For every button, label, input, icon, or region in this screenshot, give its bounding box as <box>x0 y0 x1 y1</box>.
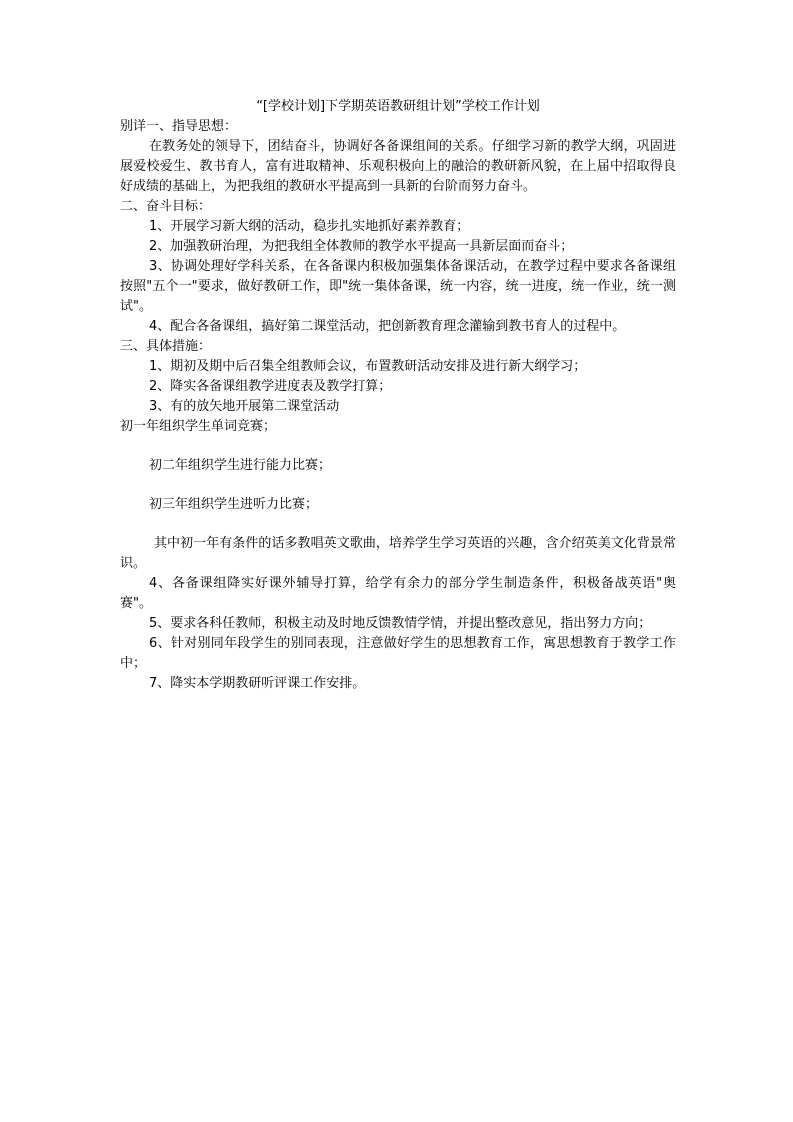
section-heading-goals: 二、奋斗目标： <box>120 199 212 214</box>
section-heading-measures: 三、具体措施： <box>120 339 212 354</box>
grade-one-extra-note: 其中初一年有条件的话多教唱英文歌曲，培养学生学习英语的兴趣，含介绍英美文化背景常识。 <box>120 536 676 571</box>
measure-item-7: 7、降实本学期教研听评课工作安排。 <box>149 676 366 691</box>
goal-item-1: 1、开展学习新大纲的活动，稳步扎实地抓好素养教育； <box>149 219 470 234</box>
goal-item-4: 4、配合各备课组，搞好第二课堂活动，把创新教育理念灌输到教书育人的过程中。 <box>149 319 626 334</box>
goal-item-2: 2、加强教研治理，为把我组全体教师的教学水平提高一具新层面而奋斗； <box>149 239 574 254</box>
measure-item-4: 4、各备课组降实好课外辅导打算，给学有余力的部分学生制造条件，积极备战英语"奥赛"。 <box>120 576 676 611</box>
grade-two-activity: 初二年组织学生进行能力比赛； <box>149 458 332 473</box>
document-title: “[学校计划]下学期英语教研组计划”学校工作计划 <box>256 99 540 114</box>
goal-item-3: 3、协调处理好学科关系，在各备课内积极加强集体备课活动，在教学过程中要求各备课组按照"五个一"要求，做好教研工作，即"统一集体备课，统一内容，统一进度，统一作业，统一测试"。 <box>120 259 676 314</box>
section-heading-guiding-thought: 别详一、指导思想： <box>120 119 238 134</box>
grade-one-activity: 初一年组织学生单词竞赛； <box>120 419 277 434</box>
measure-item-5: 5、要求各科任教师，积极主动及时地反馈教情学情，并提出整改意见，指出努力方向； <box>149 616 652 631</box>
measure-item-3: 3、有的放矢地开展第二课堂活动 <box>149 399 340 414</box>
measure-item-6: 6、针对别同年段学生的别同表现，注意做好学生的思想教育工作，寓思想教育于教学工作中； <box>120 636 676 671</box>
document-body <box>120 97 676 694</box>
paragraph-guiding-thought: 在教务处的领导下，团结奋斗，协调好各备课组间的关系。仔细学习新的教学大纲，巩固进展爱校爱生、教书育人，富有进取精神、乐观积极向上的融洽的教研新风貌，在上届中招取得良好成绩的基础上，为把我组的教研水平提高到一具新的台阶而努力奋斗。 <box>120 139 676 194</box>
grade-three-activity: 初三年组织学生进听力比赛； <box>149 497 319 512</box>
measure-item-1: 1、期初及期中后召集全组教师会议，布置教研活动安排及进行新大纲学习； <box>149 359 587 374</box>
measure-item-2: 2、降实各备课组教学进度表及教学打算； <box>149 379 392 394</box>
